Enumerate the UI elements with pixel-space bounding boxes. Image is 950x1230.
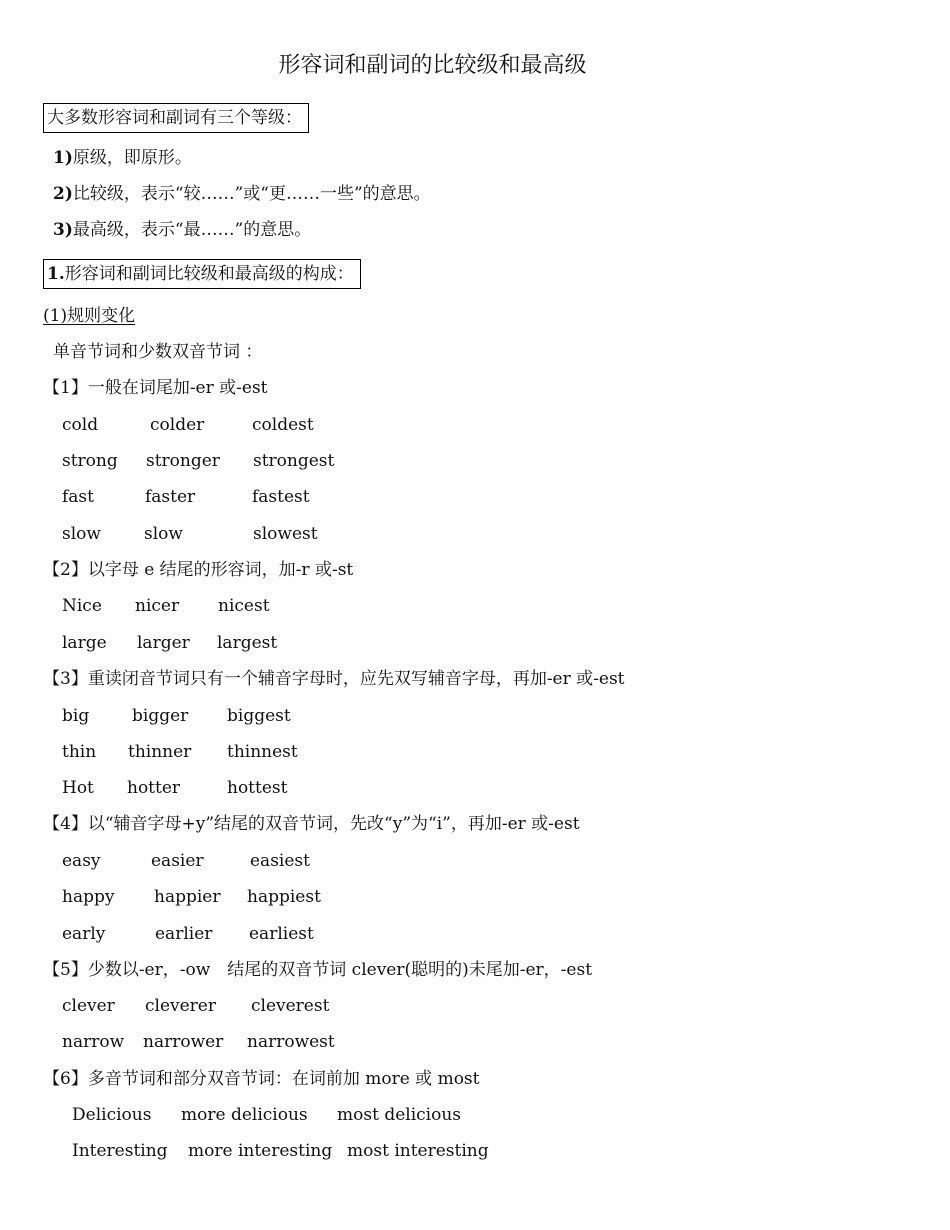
word-base: easy bbox=[62, 851, 101, 871]
subheading-note: 单音节词和少数双音节词 ： bbox=[53, 342, 263, 362]
word-base: big bbox=[62, 706, 90, 726]
word-base: narrow bbox=[62, 1032, 125, 1052]
word-base: thin bbox=[62, 742, 97, 762]
word-base: Delicious bbox=[72, 1105, 152, 1125]
level-text: 最高级，表示“最……”的意思。 bbox=[72, 220, 312, 240]
level-num: 1) bbox=[53, 148, 73, 168]
level-num: 2) bbox=[53, 184, 73, 204]
level-text: 原级，即原形。 bbox=[72, 148, 192, 168]
word-superlative: narrowest bbox=[247, 1032, 335, 1052]
word-superlative: slowest bbox=[253, 524, 318, 544]
level-item-2 bbox=[53, 182, 431, 206]
section-heading-1 bbox=[43, 259, 361, 289]
subheading-regular-change: (1)规则变化 bbox=[43, 306, 136, 326]
word-base: cold bbox=[62, 415, 99, 435]
word-base: strong bbox=[62, 451, 118, 471]
rule-label-3: 【3】重读闭音节词只有一个辅音字母时，应先双写辅音字母，再加-er 或-est bbox=[43, 669, 625, 689]
word-superlative: earliest bbox=[249, 924, 314, 944]
word-superlative: nicest bbox=[218, 596, 270, 616]
word-comparative: happier bbox=[154, 887, 221, 907]
word-base: Nice bbox=[62, 596, 102, 616]
word-superlative: thinnest bbox=[227, 742, 298, 762]
page-title: 形容词和副词的比较级和最高级 bbox=[278, 53, 587, 78]
word-superlative: easiest bbox=[250, 851, 310, 871]
word-comparative: nicer bbox=[135, 596, 180, 616]
word-base: large bbox=[62, 633, 107, 653]
rule-label-4: 【4】以“辅音字母+y”结尾的双音节词，先改“y”为“i”，再加-er 或-est bbox=[43, 814, 580, 834]
word-comparative: more interesting bbox=[188, 1141, 333, 1161]
word-base: fast bbox=[62, 487, 94, 507]
word-base: slow bbox=[62, 524, 101, 544]
intro-box: 大多数形容词和副词有三个等级： bbox=[43, 103, 309, 133]
word-comparative: hotter bbox=[127, 778, 181, 798]
word-comparative: earlier bbox=[155, 924, 213, 944]
word-base: Hot bbox=[62, 778, 94, 798]
word-comparative: easier bbox=[151, 851, 204, 871]
word-comparative: faster bbox=[145, 487, 196, 507]
word-base: Interesting bbox=[72, 1141, 168, 1161]
rule-label-5: 【5】少数以-er，-ow 结尾的双音节词 clever(聪明的)未尾加-er，-est bbox=[43, 960, 593, 980]
section-text: 形容词和副词比较级和最高级的构成： bbox=[64, 264, 354, 284]
word-comparative: colder bbox=[150, 415, 205, 435]
word-superlative: happiest bbox=[247, 887, 321, 907]
word-superlative: most delicious bbox=[337, 1105, 461, 1125]
word-comparative: thinner bbox=[128, 742, 192, 762]
word-comparative: more delicious bbox=[181, 1105, 308, 1125]
word-base: happy bbox=[62, 887, 115, 907]
word-superlative: cleverest bbox=[251, 996, 330, 1016]
word-superlative: most interesting bbox=[347, 1141, 489, 1161]
rule-label-6: 【6】多音节词和部分双音节词：在词前加 more 或 most bbox=[43, 1069, 480, 1089]
rule-label-1: 【1】一般在词尾加-er 或-est bbox=[43, 378, 268, 398]
word-superlative: hottest bbox=[227, 778, 288, 798]
level-item-1 bbox=[53, 146, 192, 170]
word-superlative: fastest bbox=[252, 487, 310, 507]
word-superlative: largest bbox=[217, 633, 278, 653]
word-base: clever bbox=[62, 996, 115, 1016]
word-comparative: bigger bbox=[132, 706, 189, 726]
rule-label-2: 【2】以字母 e 结尾的形容词，加-r 或-st bbox=[43, 560, 354, 580]
word-superlative: biggest bbox=[227, 706, 291, 726]
level-item-3 bbox=[53, 218, 311, 242]
word-superlative: coldest bbox=[252, 415, 314, 435]
section-num: 1. bbox=[47, 264, 65, 284]
level-num: 3) bbox=[53, 220, 73, 240]
word-superlative: strongest bbox=[253, 451, 335, 471]
word-comparative: cleverer bbox=[145, 996, 216, 1016]
level-text: 比较级，表示“较……”或“更……一些”的意思。 bbox=[72, 184, 431, 204]
word-base: early bbox=[62, 924, 106, 944]
word-comparative: larger bbox=[137, 633, 190, 653]
word-comparative: slow bbox=[144, 524, 183, 544]
word-comparative: narrower bbox=[143, 1032, 224, 1052]
word-comparative: stronger bbox=[146, 451, 220, 471]
